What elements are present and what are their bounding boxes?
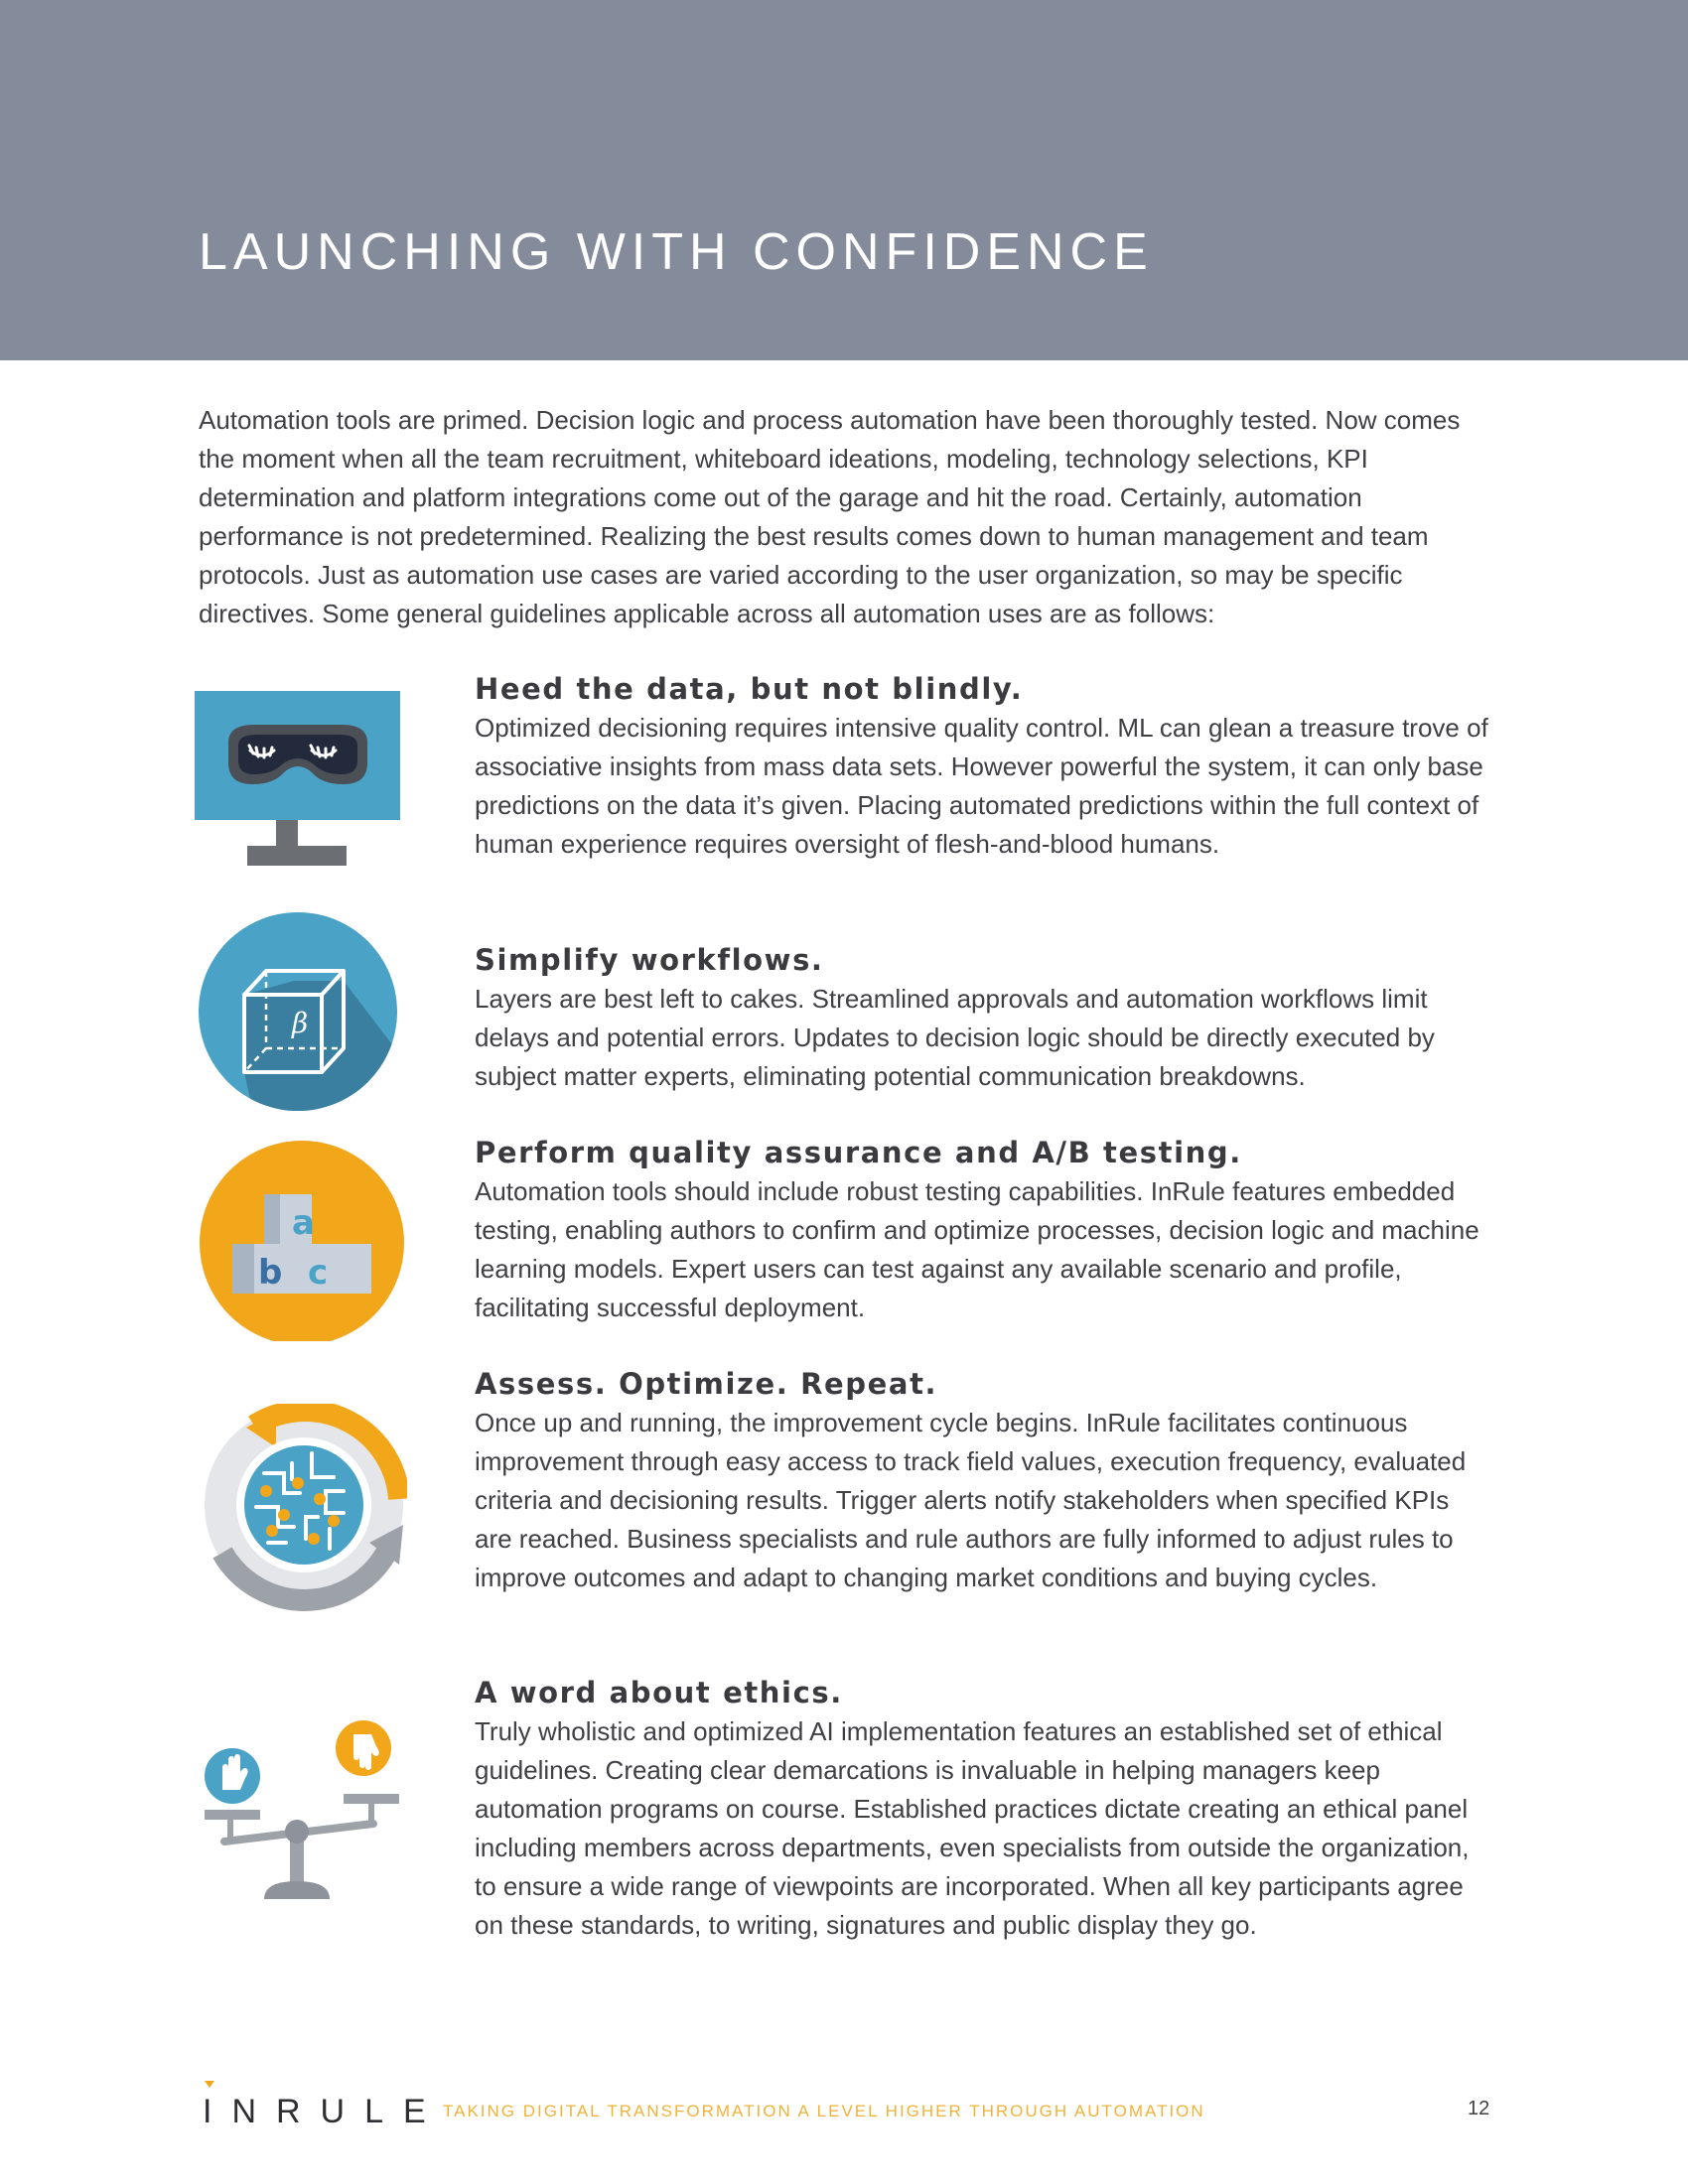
page-title: LAUNCHING WITH CONFIDENCE — [199, 223, 1154, 281]
section-text — [475, 940, 1489, 1096]
logo-wordmark: INRULE — [203, 2093, 446, 2130]
section-text — [475, 1364, 1489, 1597]
section-heading: Assess. Optimize. Repeat. — [475, 1367, 938, 1401]
blindfolded-monitor-icon — [195, 691, 407, 903]
block-letter-b: b — [258, 1253, 283, 1293]
circuit-cycle-icon — [195, 1404, 407, 1616]
abc-blocks-icon — [195, 1129, 407, 1341]
logo-accent-icon — [205, 2081, 214, 2088]
section-body: Truly wholistic and optimized AI implementation features an established set of ethical guidelines. Creating clear demarcations is invaluable in helping managers keep automation programs on course. Established practices dictate creating an ethical panel including members across departments, even specialists from outside the organization, to ensure a wide range of viewpoints are incorporated. When all key participants agree on these standards, to writing, signatures and public display they go. — [475, 1716, 1470, 1940]
section-heading: Perform quality assurance and A/B testing. — [475, 1136, 1242, 1169]
section-body: Automation tools should include robust testing capabilities. InRule features embedded testing, enabling authors to confirm and optimize processes, decision logic and machine learning models. Expert users can test against any available scenario and profile, facilitating successful deployment. — [475, 1176, 1479, 1322]
section-heading: Simplify workflows. — [475, 943, 824, 977]
section-body: Optimized decisioning requires intensive quality control. ML can glean a treasure trove of associative insights from mass data sets. However powerful the system, it can only base predictions on the data it’s given. Placing automated predictions within the full context of human experience requires oversight of flesh-and-blood humans. — [475, 713, 1488, 859]
header-banner — [0, 0, 1688, 360]
section-body: Layers are best left to cakes. Streamlined approvals and automation workflows limit delays and potential errors. Updates to decision logic should be directly executed by subject matter experts, eliminating potential communication breakdowns. — [475, 984, 1435, 1091]
page-number: 12 — [1468, 2098, 1490, 2119]
balance-scale-icon — [195, 1720, 407, 1933]
section-body: Once up and running, the improvement cycle begins. InRule facilitates continuous improvement through easy access to track field values, execution frequency, evaluated criteria and decisioning results. Trigger alerts notify stakeholders when specified KPIs are reached. Business specialists and rule authors are fully informed to adjust rules to improve outcomes and adapt to changing market conditions and buying cycles. — [475, 1408, 1467, 1592]
footer-tagline: TAKING DIGITAL TRANSFORMATION A LEVEL HIGHER THROUGH AUTOMATION — [443, 2102, 1205, 2120]
section-text — [475, 1673, 1489, 1945]
block-letter-a: a — [292, 1203, 315, 1243]
beta-letter: β — [292, 1007, 309, 1039]
inrule-logo — [203, 2081, 446, 2140]
intro-paragraph: Automation tools are primed. Decision logic and process automation have been thoroughly tested. Now comes the moment when all the team recruitment, whiteboard ideations, modeling, technology selections, KPI determination and platform integrations come out of the garage and hit the road. Certainly, automation performance is not predetermined. Realizing the best results comes down to human management and team protocols. Just as automation use cases are varied according to the user organization, so may be specific directives. Some general guidelines applicable across all automation uses are as follows: — [199, 405, 1461, 628]
block-letter-c: c — [308, 1253, 329, 1293]
section-heading: Heed the data, but not blindly. — [475, 672, 1024, 706]
section-text — [475, 1133, 1489, 1327]
section-heading: A word about ethics. — [475, 1676, 843, 1709]
beta-cube-icon — [195, 905, 407, 1118]
section-text — [475, 669, 1489, 864]
